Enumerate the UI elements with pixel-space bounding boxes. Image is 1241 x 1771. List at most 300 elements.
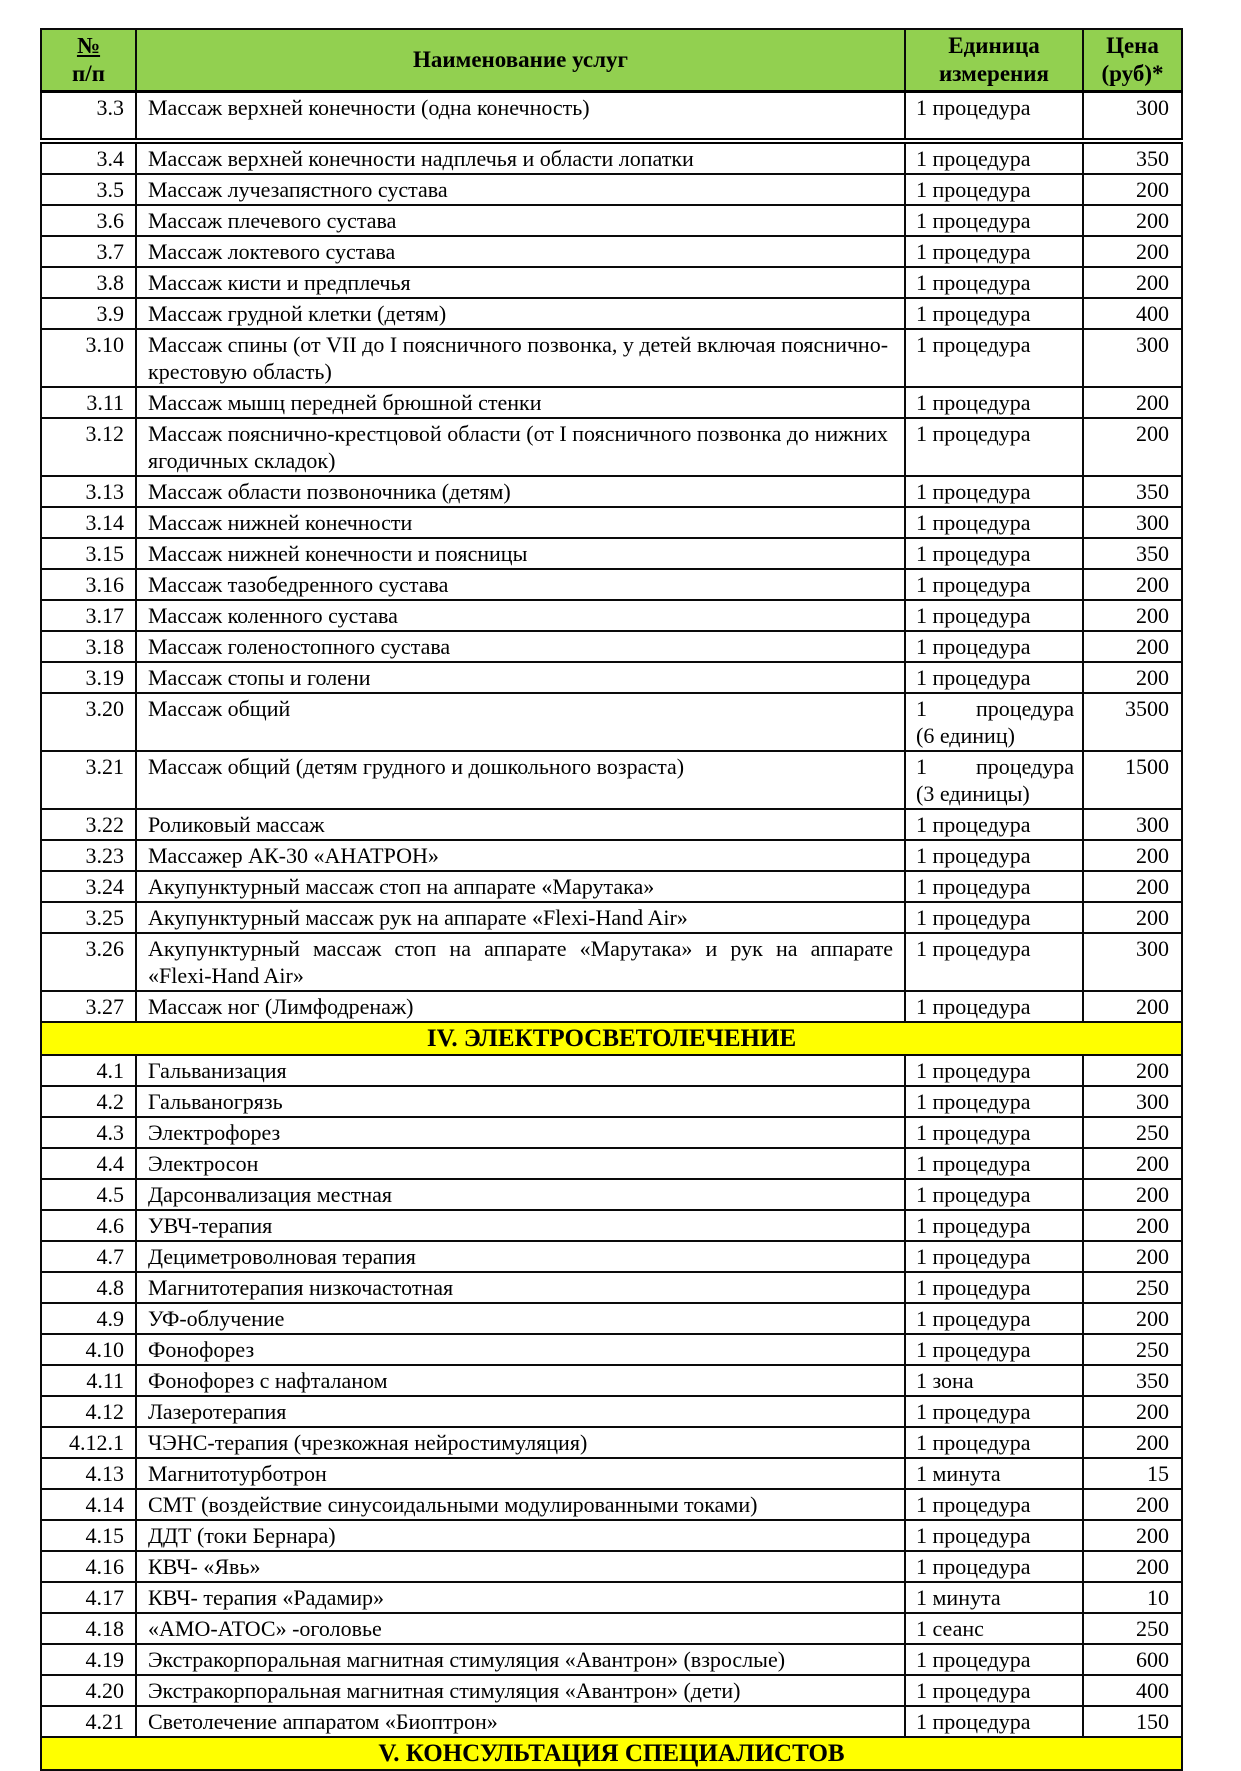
row-number-cell: 3.22 xyxy=(41,809,136,840)
table-row xyxy=(41,329,1182,387)
price-cell: 300 xyxy=(1083,933,1182,991)
unit-cell xyxy=(905,1458,1083,1489)
header-unit xyxy=(905,29,1083,92)
service-name-cell: Экстракорпоральная магнитная стимуляция «Авантрон» (взрослые) xyxy=(136,1644,905,1675)
unit-value: 1 процедура xyxy=(916,754,1074,779)
unit-cell xyxy=(905,693,1083,751)
price-cell: 200 xyxy=(1083,1520,1182,1551)
unit-cell xyxy=(905,418,1083,476)
unit-value: 1 процедура xyxy=(916,843,1031,868)
row-number-cell: 4.12 xyxy=(41,1396,136,1427)
table-row xyxy=(41,751,1182,809)
unit-value: 1 процедура xyxy=(916,332,1031,357)
service-name-cell: Массажер АК-30 «АНАТРОН» xyxy=(136,840,905,871)
table-row xyxy=(41,141,1182,174)
header-number-line2: п/п xyxy=(72,61,105,86)
unit-cell xyxy=(905,538,1083,569)
row-number-cell: 3.11 xyxy=(41,387,136,418)
unit-value: 1 процедура xyxy=(916,1089,1031,1114)
table-row xyxy=(41,387,1182,418)
row-number-cell: 3.12 xyxy=(41,418,136,476)
unit-cell xyxy=(905,933,1083,991)
unit-cell xyxy=(905,92,1083,142)
table-row xyxy=(41,1613,1182,1644)
service-name-cell: Акупунктурный массаж стоп на аппарате «Марутака» и рук на аппарате «Flexi-Hand Air» xyxy=(136,933,905,991)
unit-value: 1 зона xyxy=(916,1368,974,1393)
price-cell: 300 xyxy=(1083,809,1182,840)
unit-cell xyxy=(905,1520,1083,1551)
unit-value: 1 процедура xyxy=(916,1151,1031,1176)
table-row xyxy=(41,1303,1182,1334)
service-name-cell: Акупунктурный массаж рук на аппарате «Flexi-Hand Air» xyxy=(136,902,905,933)
price-cell: 400 xyxy=(1083,1675,1182,1706)
unit-cell xyxy=(905,1303,1083,1334)
row-number-cell: 4.4 xyxy=(41,1148,136,1179)
price-cell: 250 xyxy=(1083,1117,1182,1148)
price-cell: 250 xyxy=(1083,1334,1182,1365)
price-cell: 300 xyxy=(1083,1086,1182,1117)
unit-cell xyxy=(905,174,1083,205)
price-cell: 200 xyxy=(1083,902,1182,933)
price-cell: 400 xyxy=(1083,298,1182,329)
price-cell: 300 xyxy=(1083,92,1182,142)
unit-value: 1 процедура xyxy=(916,1182,1031,1207)
row-number-cell: 4.18 xyxy=(41,1613,136,1644)
service-name-cell: СМТ (воздействие синусоидальными модулированными токами) xyxy=(136,1489,905,1520)
price-cell: 200 xyxy=(1083,1148,1182,1179)
table-row xyxy=(41,809,1182,840)
unit-value: 1 процедура xyxy=(916,479,1031,504)
header-row xyxy=(41,29,1182,92)
unit-cell xyxy=(905,1334,1083,1365)
unit-cell xyxy=(905,1675,1083,1706)
price-cell: 250 xyxy=(1083,1613,1182,1644)
service-name-cell: Массаж лучезапястного сустава xyxy=(136,174,905,205)
unit-value: 1 процедура xyxy=(916,1399,1031,1424)
price-cell: 200 xyxy=(1083,1179,1182,1210)
unit-cell xyxy=(905,1613,1083,1644)
row-number-cell: 3.17 xyxy=(41,600,136,631)
price-cell: 300 xyxy=(1083,329,1182,387)
unit-cell xyxy=(905,267,1083,298)
unit-cell xyxy=(905,840,1083,871)
unit-value: 1 процедура xyxy=(916,301,1031,326)
price-cell: 150 xyxy=(1083,1706,1182,1737)
header-price-line1: Цена xyxy=(1106,33,1159,58)
row-number-cell: 3.27 xyxy=(41,991,136,1022)
service-name-cell: Гальваногрязь xyxy=(136,1086,905,1117)
service-name-cell: ЧЭНС-терапия (чрезкожная нейростимуляция) xyxy=(136,1427,905,1458)
service-name-cell: Массаж области позвоночника (детям) xyxy=(136,476,905,507)
row-number-cell: 4.16 xyxy=(41,1551,136,1582)
row-number-cell: 3.8 xyxy=(41,267,136,298)
service-name-cell: Массаж грудной клетки (детям) xyxy=(136,298,905,329)
unit-cell xyxy=(905,1117,1083,1148)
row-number-cell: 4.7 xyxy=(41,1241,136,1272)
service-name-cell: Массаж нижней конечности xyxy=(136,507,905,538)
row-number-cell: 3.4 xyxy=(41,141,136,174)
unit-cell xyxy=(905,236,1083,267)
row-number-cell: 3.13 xyxy=(41,476,136,507)
table-row xyxy=(41,600,1182,631)
price-cell: 300 xyxy=(1083,507,1182,538)
unit-cell xyxy=(905,298,1083,329)
table-row xyxy=(41,1365,1182,1396)
unit-cell xyxy=(905,1582,1083,1613)
unit-cell xyxy=(905,991,1083,1022)
service-name-cell: Массаж пояснично-крестцовой области (от I поясничного позвонка до нижних ягодичных складок) xyxy=(136,418,905,476)
price-cell: 350 xyxy=(1083,1365,1182,1396)
service-name-cell: Акупунктурный массаж стоп на аппарате «Марутака» xyxy=(136,871,905,902)
unit-cell xyxy=(905,600,1083,631)
row-number-cell: 3.14 xyxy=(41,507,136,538)
service-name-cell: Гальванизация xyxy=(136,1055,905,1086)
row-number-cell: 3.19 xyxy=(41,662,136,693)
service-name-cell: Электросон xyxy=(136,1148,905,1179)
price-cell: 200 xyxy=(1083,174,1182,205)
service-name-cell: Массаж верхней конечности (одна конечность) xyxy=(136,92,905,142)
unit-cell xyxy=(905,1272,1083,1303)
unit-value: 1 процедура xyxy=(916,421,1031,446)
service-name-cell: Роликовый массаж xyxy=(136,809,905,840)
table-row xyxy=(41,1458,1182,1489)
service-name-cell: Массаж голеностопного сустава xyxy=(136,631,905,662)
table-row xyxy=(41,1551,1182,1582)
service-name-cell: Массаж кисти и предплечья xyxy=(136,267,905,298)
row-number-cell: 3.18 xyxy=(41,631,136,662)
unit-cell xyxy=(905,387,1083,418)
unit-value: 1 процедура xyxy=(916,696,1074,721)
row-number-cell: 4.1 xyxy=(41,1055,136,1086)
row-number-cell: 4.5 xyxy=(41,1179,136,1210)
service-name-cell: Электрофорез xyxy=(136,1117,905,1148)
header-unit-line1: Единица xyxy=(948,33,1040,58)
unit-cell xyxy=(905,1086,1083,1117)
price-cell: 200 xyxy=(1083,569,1182,600)
service-name-cell: «АМО-АТОС» -оголовье xyxy=(136,1613,905,1644)
service-name-cell: КВЧ- «Явь» xyxy=(136,1551,905,1582)
unit-value: 1 минута xyxy=(916,1585,1001,1610)
service-name-cell: Массаж мышц передней брюшной стенки xyxy=(136,387,905,418)
service-name-cell: Массаж ног (Лимфодренаж) xyxy=(136,991,905,1022)
unit-cell xyxy=(905,1241,1083,1272)
table-row xyxy=(41,933,1182,991)
table-row xyxy=(41,476,1182,507)
unit-value: 1 процедура xyxy=(916,874,1031,899)
service-name-cell: Массаж коленного сустава xyxy=(136,600,905,631)
unit-value: 1 процедура xyxy=(916,1554,1031,1579)
service-name-cell: Массаж стопы и голени xyxy=(136,662,905,693)
row-number-cell: 4.17 xyxy=(41,1582,136,1613)
table-row xyxy=(41,662,1182,693)
price-cell: 3500 xyxy=(1083,693,1182,751)
unit-cell xyxy=(905,205,1083,236)
service-name-cell: Массаж локтевого сустава xyxy=(136,236,905,267)
table-row xyxy=(41,236,1182,267)
service-name-cell: Дециметроволновая терапия xyxy=(136,1241,905,1272)
table-row xyxy=(41,1334,1182,1365)
unit-value: 1 процедура xyxy=(916,1058,1031,1083)
service-name-cell: Массаж спины (от VII до I поясничного позвонка, у детей включая пояснично-крестовую область) xyxy=(136,329,905,387)
table-row xyxy=(41,569,1182,600)
table-row xyxy=(41,205,1182,236)
unit-cell xyxy=(905,329,1083,387)
header-service-name: Наименование услуг xyxy=(136,29,905,92)
price-cell: 200 xyxy=(1083,1303,1182,1334)
unit-value: 1 процедура xyxy=(916,812,1031,837)
unit-value: 1 процедура xyxy=(916,603,1031,628)
header-price xyxy=(1083,29,1182,92)
table-row xyxy=(41,1489,1182,1520)
row-number-cell: 4.2 xyxy=(41,1086,136,1117)
unit-value: 1 минута xyxy=(916,1461,1001,1486)
unit-value: 1 процедура xyxy=(916,936,1031,961)
row-number-cell: 4.12.1 xyxy=(41,1427,136,1458)
unit-note: (3 единицы) xyxy=(916,781,1030,806)
table-row xyxy=(41,267,1182,298)
price-cell: 200 xyxy=(1083,871,1182,902)
table-row xyxy=(41,507,1182,538)
price-cell: 200 xyxy=(1083,387,1182,418)
row-number-cell: 3.26 xyxy=(41,933,136,991)
unit-cell xyxy=(905,1210,1083,1241)
service-name-cell: Экстракорпоральная магнитная стимуляция «Авантрон» (дети) xyxy=(136,1675,905,1706)
section-title: V. КОНСУЛЬТАЦИЯ СПЕЦИАЛИСТОВ xyxy=(41,1737,1182,1770)
service-name-cell: Лазеротерапия xyxy=(136,1396,905,1427)
table-row xyxy=(41,1644,1182,1675)
row-number-cell: 4.6 xyxy=(41,1210,136,1241)
price-cell: 10 xyxy=(1083,1582,1182,1613)
unit-cell xyxy=(905,507,1083,538)
header-number xyxy=(41,29,136,92)
row-number-cell: 3.25 xyxy=(41,902,136,933)
unit-value: 1 процедура xyxy=(916,177,1031,202)
unit-value: 1 процедура xyxy=(916,665,1031,690)
row-number-cell: 3.7 xyxy=(41,236,136,267)
section-title: IV. ЭЛЕКТРОСВЕТОЛЕЧЕНИЕ xyxy=(41,1022,1182,1055)
row-number-cell: 3.5 xyxy=(41,174,136,205)
unit-cell xyxy=(905,871,1083,902)
table-row xyxy=(41,1241,1182,1272)
table-row xyxy=(41,1582,1182,1613)
table-row xyxy=(41,1272,1182,1303)
row-number-cell: 3.10 xyxy=(41,329,136,387)
price-cell: 350 xyxy=(1083,141,1182,174)
unit-cell xyxy=(905,662,1083,693)
price-cell: 200 xyxy=(1083,840,1182,871)
price-cell: 200 xyxy=(1083,662,1182,693)
table-row xyxy=(41,298,1182,329)
price-cell: 15 xyxy=(1083,1458,1182,1489)
unit-value: 1 процедура xyxy=(916,510,1031,535)
service-name-cell: ДДТ (токи Бернара) xyxy=(136,1520,905,1551)
row-number-cell: 4.19 xyxy=(41,1644,136,1675)
unit-value: 1 процедура xyxy=(916,208,1031,233)
table-row xyxy=(41,1210,1182,1241)
unit-cell xyxy=(905,1396,1083,1427)
unit-value: 1 процедура xyxy=(916,994,1031,1019)
unit-value: 1 процедура xyxy=(916,1492,1031,1517)
unit-cell xyxy=(905,1055,1083,1086)
header-price-line2: (руб)* xyxy=(1101,61,1164,86)
price-cell: 200 xyxy=(1083,1055,1182,1086)
unit-value: 1 процедура xyxy=(916,270,1031,295)
unit-cell xyxy=(905,902,1083,933)
row-number-cell: 4.3 xyxy=(41,1117,136,1148)
price-cell: 200 xyxy=(1083,418,1182,476)
price-cell: 200 xyxy=(1083,236,1182,267)
unit-value: 1 процедура xyxy=(916,905,1031,930)
service-name-cell: Фонофорез xyxy=(136,1334,905,1365)
table-row xyxy=(41,1179,1182,1210)
table-row xyxy=(41,991,1182,1022)
price-cell: 200 xyxy=(1083,1489,1182,1520)
table-row xyxy=(41,418,1182,476)
price-cell: 1500 xyxy=(1083,751,1182,809)
unit-value: 1 процедура xyxy=(916,1213,1031,1238)
row-number-cell: 3.3 xyxy=(41,92,136,142)
row-number-cell: 4.21 xyxy=(41,1706,136,1737)
unit-value: 1 процедура xyxy=(916,1523,1031,1548)
row-number-cell: 3.24 xyxy=(41,871,136,902)
service-name-cell: Массаж верхней конечности надплечья и области лопатки xyxy=(136,141,905,174)
row-number-cell: 3.16 xyxy=(41,569,136,600)
unit-value: 1 сеанс xyxy=(916,1616,984,1641)
unit-cell xyxy=(905,1148,1083,1179)
service-name-cell: Магнитотерапия низкочастотная xyxy=(136,1272,905,1303)
table-row xyxy=(41,1086,1182,1117)
unit-cell xyxy=(905,1551,1083,1582)
unit-value: 1 процедура xyxy=(916,95,1031,120)
unit-value: 1 процедура xyxy=(916,1244,1031,1269)
unit-cell xyxy=(905,476,1083,507)
unit-value: 1 процедура xyxy=(916,1275,1031,1300)
unit-value: 1 процедура xyxy=(916,146,1031,171)
price-table-body xyxy=(41,92,1182,1771)
unit-cell xyxy=(905,1706,1083,1737)
row-number-cell: 4.13 xyxy=(41,1458,136,1489)
row-number-cell: 3.23 xyxy=(41,840,136,871)
unit-cell xyxy=(905,1489,1083,1520)
unit-cell xyxy=(905,569,1083,600)
price-cell: 200 xyxy=(1083,1427,1182,1458)
unit-cell xyxy=(905,631,1083,662)
service-name-cell: Дарсонвализация местная xyxy=(136,1179,905,1210)
unit-value: 1 процедура xyxy=(916,541,1031,566)
unit-cell xyxy=(905,1427,1083,1458)
row-number-cell: 4.20 xyxy=(41,1675,136,1706)
unit-cell xyxy=(905,141,1083,174)
service-name-cell: УВЧ-терапия xyxy=(136,1210,905,1241)
row-number-cell: 4.10 xyxy=(41,1334,136,1365)
table-row xyxy=(41,1396,1182,1427)
price-cell: 350 xyxy=(1083,476,1182,507)
service-name-cell: Фонофорез с нафталаном xyxy=(136,1365,905,1396)
price-cell: 200 xyxy=(1083,991,1182,1022)
row-number-cell: 3.21 xyxy=(41,751,136,809)
service-name-cell: КВЧ- терапия «Радамир» xyxy=(136,1582,905,1613)
unit-value: 1 процедура xyxy=(916,1678,1031,1703)
service-name-cell: Массаж плечевого сустава xyxy=(136,205,905,236)
row-number-cell: 4.15 xyxy=(41,1520,136,1551)
unit-value: 1 процедура xyxy=(916,1120,1031,1145)
service-name-cell: Массаж общий xyxy=(136,693,905,751)
price-cell: 200 xyxy=(1083,1210,1182,1241)
table-row xyxy=(41,1117,1182,1148)
row-number-cell: 4.9 xyxy=(41,1303,136,1334)
service-name-cell: УФ-облучение xyxy=(136,1303,905,1334)
unit-cell xyxy=(905,751,1083,809)
price-cell: 200 xyxy=(1083,205,1182,236)
unit-value: 1 процедура xyxy=(916,1709,1031,1734)
service-name-cell: Массаж общий (детям грудного и дошкольного возраста) xyxy=(136,751,905,809)
section-header-row xyxy=(41,1022,1182,1055)
table-row xyxy=(41,1055,1182,1086)
price-table-header xyxy=(41,29,1182,92)
price-cell: 350 xyxy=(1083,538,1182,569)
price-cell: 200 xyxy=(1083,1396,1182,1427)
table-row xyxy=(41,1427,1182,1458)
unit-value: 1 процедура xyxy=(916,390,1031,415)
row-number-cell: 3.9 xyxy=(41,298,136,329)
table-row xyxy=(41,902,1182,933)
service-name-cell: Светолечение аппаратом «Биоптрон» xyxy=(136,1706,905,1737)
table-row xyxy=(41,92,1182,142)
unit-note: (6 единиц) xyxy=(916,723,1015,748)
table-row xyxy=(41,1706,1182,1737)
unit-cell xyxy=(905,809,1083,840)
table-row xyxy=(41,1520,1182,1551)
table-row xyxy=(41,1148,1182,1179)
table-row xyxy=(41,538,1182,569)
unit-value: 1 процедура xyxy=(916,239,1031,264)
row-number-cell: 4.14 xyxy=(41,1489,136,1520)
service-name-cell: Массаж тазобедренного сустава xyxy=(136,569,905,600)
table-row xyxy=(41,693,1182,751)
price-table xyxy=(40,28,1183,1771)
price-cell: 600 xyxy=(1083,1644,1182,1675)
unit-value: 1 процедура xyxy=(916,1430,1031,1455)
unit-cell xyxy=(905,1365,1083,1396)
price-cell: 200 xyxy=(1083,1241,1182,1272)
unit-cell xyxy=(905,1179,1083,1210)
unit-value: 1 процедура xyxy=(916,1306,1031,1331)
row-number-cell: 3.20 xyxy=(41,693,136,751)
table-row xyxy=(41,631,1182,662)
row-number-cell: 3.15 xyxy=(41,538,136,569)
unit-value: 1 процедура xyxy=(916,1647,1031,1672)
price-cell: 200 xyxy=(1083,1551,1182,1582)
price-cell: 200 xyxy=(1083,631,1182,662)
unit-cell xyxy=(905,1644,1083,1675)
table-row xyxy=(41,840,1182,871)
unit-value: 1 процедура xyxy=(916,572,1031,597)
unit-value: 1 процедура xyxy=(916,634,1031,659)
price-cell: 200 xyxy=(1083,600,1182,631)
row-number-cell: 3.6 xyxy=(41,205,136,236)
table-row xyxy=(41,174,1182,205)
price-cell: 250 xyxy=(1083,1272,1182,1303)
row-number-cell: 4.8 xyxy=(41,1272,136,1303)
header-unit-line2: измерения xyxy=(939,61,1049,86)
service-name-cell: Магнитотурботрон xyxy=(136,1458,905,1489)
header-number-line1: № xyxy=(76,33,101,58)
table-row xyxy=(41,871,1182,902)
table-row xyxy=(41,1675,1182,1706)
row-number-cell: 4.11 xyxy=(41,1365,136,1396)
unit-value: 1 процедура xyxy=(916,1337,1031,1362)
service-name-cell: Массаж нижней конечности и поясницы xyxy=(136,538,905,569)
